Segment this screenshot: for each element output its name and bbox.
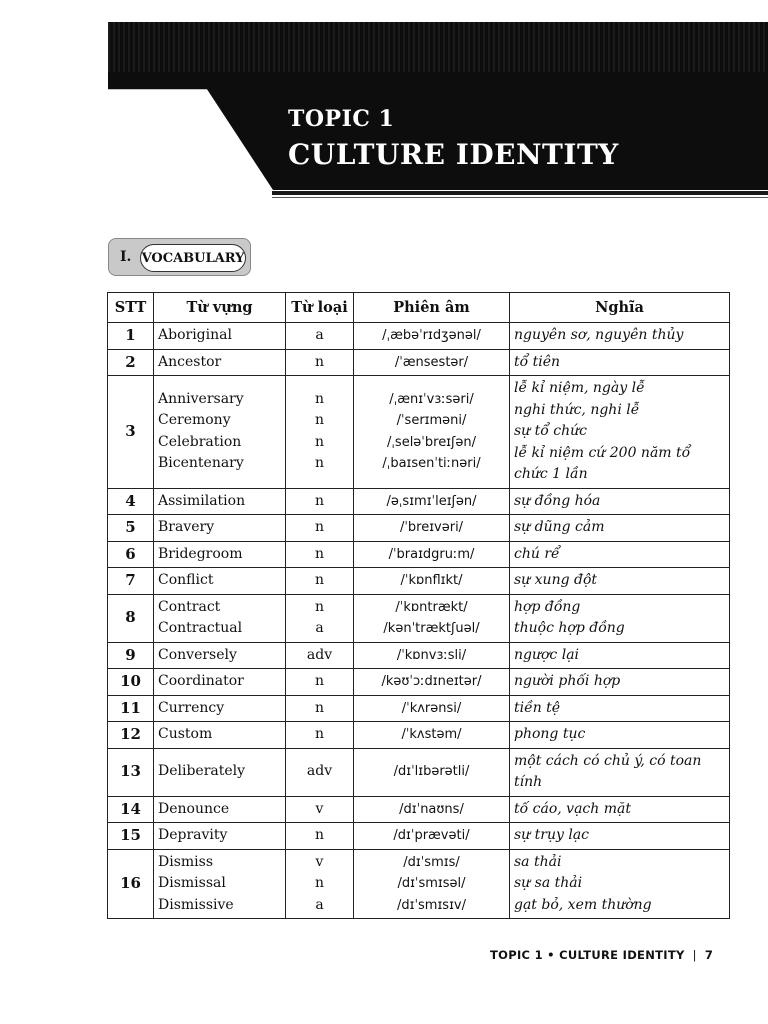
pos-line: n [314, 545, 325, 562]
word-line: Dismissal [158, 875, 226, 891]
ipa-line: /ˈkɒntrækt/ [395, 599, 468, 615]
cell-pos [286, 349, 354, 376]
ipa-line: /ˌænɪˈvɜːsəri/ [389, 391, 474, 407]
word-line: Contractual [158, 620, 243, 636]
table-row [108, 849, 730, 919]
cell-stt: 7 [108, 568, 154, 595]
pos-line: n [314, 598, 325, 615]
cell-pos [286, 695, 354, 722]
page-number: 7 [704, 948, 714, 962]
cell-pos [286, 796, 354, 823]
cell-ipa [354, 796, 510, 823]
cell-pos [286, 323, 354, 350]
cell-word [154, 849, 286, 919]
cell-pos [286, 849, 354, 919]
word-line: Conversely [158, 646, 237, 663]
pos-line: n [314, 726, 325, 742]
meaning-line: lễ kỉ niệm, ngày lễ [514, 380, 645, 396]
table-row [108, 796, 730, 823]
meaning-line: hợp đồng [514, 598, 581, 615]
ipa-line: /ˌseləˈbreɪʃən/ [386, 434, 477, 450]
cell-word [154, 323, 286, 350]
table-header-row [108, 293, 730, 323]
pos-line: v [315, 853, 324, 870]
cell-ipa [354, 669, 510, 696]
header-meaning: Nghĩa [510, 293, 730, 323]
cell-meaning [510, 323, 730, 350]
word-line: Coordinator [158, 673, 244, 689]
table-row [108, 594, 730, 642]
pos-line: a [315, 620, 324, 636]
topic-title: CULTURE IDENTITY [288, 138, 619, 171]
cell-ipa [354, 642, 510, 669]
table-row [108, 488, 730, 515]
word-line: Dismissive [158, 896, 234, 913]
cell-ipa [354, 748, 510, 796]
cell-ipa [354, 722, 510, 749]
pos-line: n [314, 412, 325, 429]
cell-meaning [510, 568, 730, 595]
word-line: Ceremony [158, 412, 231, 429]
cell-word [154, 695, 286, 722]
cell-stt: 4 [108, 488, 154, 515]
cell-meaning [510, 796, 730, 823]
cell-ipa [354, 823, 510, 850]
ipa-line: /dɪˈsmɪsəl/ [397, 876, 466, 891]
cell-stt: 13 [108, 748, 154, 796]
table-body [108, 323, 730, 919]
ipa-line: /ˈkʌstəm/ [401, 727, 462, 742]
ipa-line: /ˈkɒnflɪkt/ [400, 573, 463, 588]
table-row [108, 541, 730, 568]
cell-meaning [510, 695, 730, 722]
cell-ipa [354, 349, 510, 376]
meaning-line: sự đồng hóa [514, 492, 601, 509]
ipa-line: /ˈkʌrənsi/ [401, 700, 462, 716]
cell-pos [286, 823, 354, 850]
cell-pos [286, 642, 354, 669]
cell-stt: 15 [108, 823, 154, 850]
ipa-line: /dɪˈsmɪs/ [403, 854, 460, 870]
meaning-line: lễ kỉ niệm cứ 200 năm tổ chức 1 lần [514, 444, 691, 482]
ipa-line: /ˈbreɪvəri/ [399, 520, 464, 535]
ipa-line: /əˌsɪmɪˈleɪʃən/ [386, 493, 477, 509]
cell-ipa [354, 541, 510, 568]
table-row [108, 349, 730, 376]
pos-line: n [314, 519, 325, 535]
section-label: VOCABULARY [140, 244, 246, 272]
pos-line: n [314, 875, 325, 891]
cell-meaning [510, 594, 730, 642]
pos-line: n [314, 390, 325, 407]
meaning-line: phong tục [514, 726, 586, 742]
meaning-line: tiền tệ [514, 699, 561, 716]
table-row [108, 669, 730, 696]
word-line: Bicentenary [158, 455, 244, 472]
topic-number: TOPIC 1 [288, 106, 395, 132]
cell-ipa [354, 568, 510, 595]
word-line: Depravity [158, 827, 228, 843]
cell-stt: 5 [108, 515, 154, 542]
table-row [108, 695, 730, 722]
header-word: Từ vựng [154, 293, 286, 323]
pos-line: a [315, 896, 324, 913]
table-row [108, 323, 730, 350]
meaning-line: thuộc hợp đồng [514, 620, 625, 636]
cell-pos [286, 568, 354, 595]
ipa-line: /dɪˈsmɪsɪv/ [397, 897, 466, 913]
cell-ipa [354, 376, 510, 489]
word-line: Conflict [158, 572, 214, 588]
cell-word [154, 488, 286, 515]
pos-line: n [314, 673, 325, 689]
header-rule [272, 191, 768, 195]
cell-word [154, 669, 286, 696]
cell-stt: 2 [108, 349, 154, 376]
meaning-line: sự trụy lạc [514, 827, 590, 843]
cell-pos [286, 376, 354, 489]
cell-ipa [354, 594, 510, 642]
cell-pos [286, 748, 354, 796]
cell-word [154, 823, 286, 850]
word-line: Custom [158, 726, 213, 742]
meaning-line: sự sa thải [514, 875, 583, 891]
header-ipa: Phiên âm [354, 293, 510, 323]
table-row [108, 515, 730, 542]
meaning-line: sự xung đột [514, 572, 598, 588]
meaning-line: tố cáo, vạch mặt [514, 800, 631, 817]
cell-stt: 11 [108, 695, 154, 722]
meaning-line: ngược lại [514, 646, 580, 663]
footer-separator: | [692, 948, 697, 962]
ipa-line: /kənˈtræktʃuəl/ [383, 621, 480, 636]
pos-line: n [314, 353, 325, 370]
cell-stt: 6 [108, 541, 154, 568]
cell-word [154, 642, 286, 669]
ipa-line: /ˌbaɪsenˈtiːnəri/ [382, 456, 481, 472]
word-line: Currency [158, 699, 225, 716]
meaning-line: chú rể [514, 545, 560, 562]
word-line: Anniversary [158, 390, 244, 407]
ipa-line: /kəʊˈɔːdɪneɪtər/ [381, 674, 482, 689]
cell-meaning [510, 722, 730, 749]
cell-meaning [510, 515, 730, 542]
cell-ipa [354, 695, 510, 722]
cell-ipa [354, 323, 510, 350]
table-row [108, 722, 730, 749]
cell-meaning [510, 669, 730, 696]
cell-pos [286, 488, 354, 515]
cell-word [154, 796, 286, 823]
pos-line: n [314, 433, 325, 450]
meaning-line: sự dũng cảm [514, 519, 605, 535]
cell-stt: 8 [108, 594, 154, 642]
word-line: Dismiss [158, 853, 214, 870]
pos-line: a [315, 327, 324, 343]
pos-line: n [314, 455, 325, 472]
cell-meaning [510, 642, 730, 669]
cell-meaning [510, 541, 730, 568]
cell-pos [286, 515, 354, 542]
ipa-line: /dɪˈprævəti/ [393, 828, 470, 843]
pos-line: n [314, 699, 325, 716]
pos-line: n [314, 492, 325, 509]
page-footer [490, 948, 713, 962]
footer-running-title: TOPIC 1 • CULTURE IDENTITY [490, 948, 685, 962]
table-row [108, 376, 730, 489]
cell-ipa [354, 515, 510, 542]
meaning-line: sự tổ chức [514, 423, 588, 439]
cell-meaning [510, 748, 730, 796]
meaning-line: sa thải [514, 853, 562, 870]
cell-stt: 12 [108, 722, 154, 749]
pos-line: adv [306, 763, 333, 780]
section-number: I. [120, 249, 132, 265]
word-line: Deliberately [158, 763, 246, 780]
cell-meaning [510, 349, 730, 376]
meaning-line: gạt bỏ, xem thường [514, 896, 652, 913]
cell-ipa [354, 488, 510, 515]
ipa-line: /ˈserɪməni/ [396, 413, 467, 429]
cell-pos [286, 541, 354, 568]
pos-line: v [315, 800, 324, 817]
cell-stt: 14 [108, 796, 154, 823]
header-pos: Từ loại [286, 293, 354, 323]
cell-word [154, 594, 286, 642]
cell-meaning [510, 849, 730, 919]
header-stt: STT [108, 293, 154, 323]
cell-word [154, 376, 286, 489]
cell-word [154, 748, 286, 796]
word-line: Ancestor [158, 353, 222, 370]
table-row [108, 568, 730, 595]
ipa-line: /dɪˈnaʊns/ [399, 801, 464, 817]
cell-ipa [354, 849, 510, 919]
pos-line: n [314, 572, 325, 588]
pos-line: n [314, 827, 325, 843]
cell-stt: 3 [108, 376, 154, 489]
cell-stt: 1 [108, 323, 154, 350]
meaning-line: nghi thức, nghi lễ [514, 401, 640, 418]
cell-meaning [510, 376, 730, 489]
word-line: Contract [158, 598, 221, 615]
cell-word [154, 541, 286, 568]
cell-word [154, 515, 286, 542]
cell-pos [286, 722, 354, 749]
meaning-line: nguyên sơ, nguyên thủy [514, 327, 684, 343]
cell-meaning [510, 823, 730, 850]
ipa-line: /ˈkɒnvɜːsli/ [396, 647, 467, 663]
cell-pos [286, 594, 354, 642]
cell-pos [286, 669, 354, 696]
word-line: Aboriginal [158, 327, 232, 343]
table-row [108, 642, 730, 669]
cell-word [154, 722, 286, 749]
vocabulary-table [107, 292, 730, 919]
ipa-line: /ˈbraɪdgruːm/ [388, 546, 475, 562]
header-rule-thin [272, 197, 768, 198]
cell-meaning [510, 488, 730, 515]
cell-word [154, 349, 286, 376]
word-line: Bravery [158, 519, 215, 535]
ipa-line: /ˈænsestər/ [394, 354, 469, 370]
ipa-line: /ˌæbəˈrɪdʒənəl/ [382, 328, 481, 343]
cell-word [154, 568, 286, 595]
meaning-line: tổ tiên [514, 353, 561, 370]
cell-stt: 9 [108, 642, 154, 669]
meaning-line: người phối hợp [514, 673, 621, 689]
meaning-line: một cách có chủ ý, có toan tính [514, 752, 702, 790]
pos-line: adv [306, 646, 333, 663]
table-row [108, 823, 730, 850]
word-line: Bridegroom [158, 545, 243, 562]
cell-stt: 16 [108, 849, 154, 919]
cell-stt: 10 [108, 669, 154, 696]
table-row [108, 748, 730, 796]
word-line: Celebration [158, 433, 242, 450]
word-line: Assimilation [158, 492, 246, 509]
word-line: Denounce [158, 800, 230, 817]
ipa-line: /dɪˈlɪbərətli/ [393, 764, 470, 780]
